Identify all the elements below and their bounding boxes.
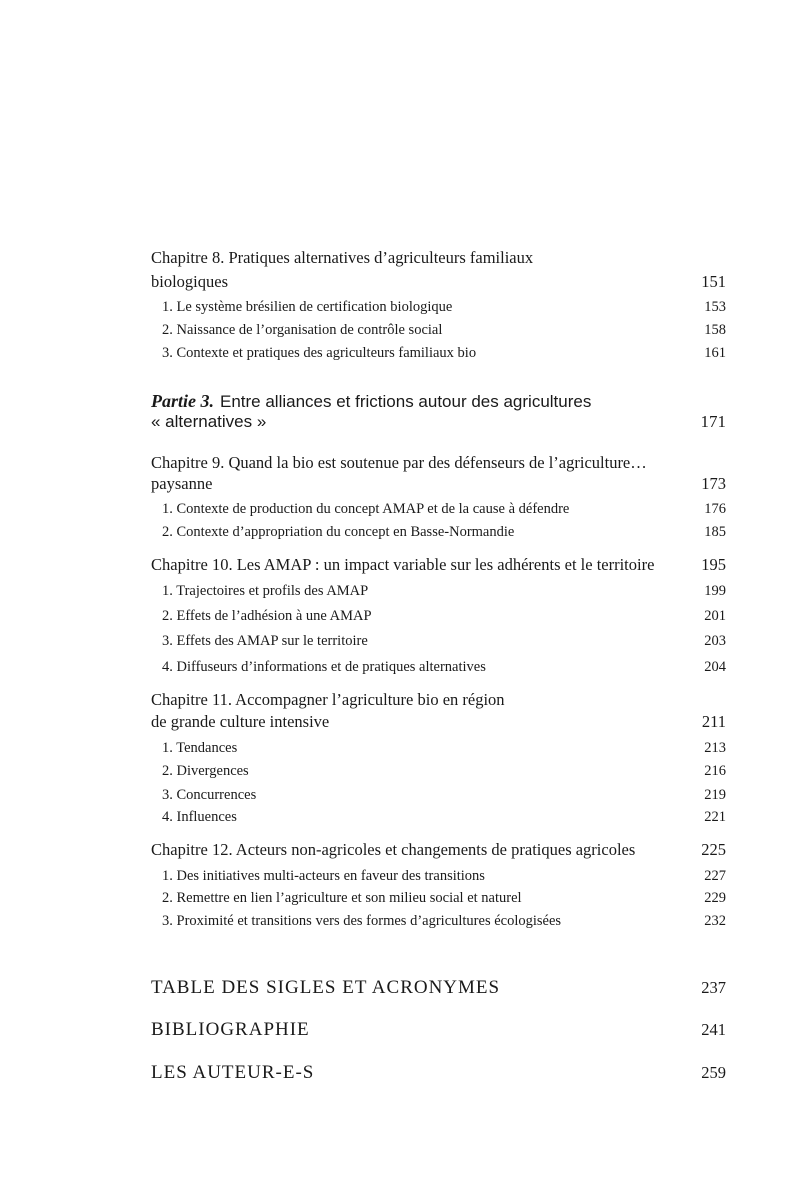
page-number: 151 — [701, 272, 726, 291]
toc-section[interactable] — [151, 656, 726, 678]
section-title: 1. Des initiatives multi-acteurs en faveur des transitions — [162, 868, 485, 884]
section-title: 3. Proximité et transitions vers des formes d’agricultures écologisées — [162, 913, 562, 929]
page-number: 158 — [704, 322, 726, 338]
page-number: 203 — [704, 633, 726, 649]
toc-part-3-title[interactable] — [151, 390, 726, 412]
toc-section[interactable] — [151, 580, 726, 602]
toc-authors[interactable] — [151, 1060, 726, 1086]
section-title: 3. Concurrences — [162, 787, 257, 803]
chapter-title: Chapitre 12. Acteurs non-agricoles et changements de pratiques agricoles — [151, 840, 636, 859]
page-number: 227 — [704, 868, 726, 884]
toc-acronyms[interactable] — [151, 975, 726, 1001]
page-number: 259 — [701, 1063, 726, 1082]
page-number: 213 — [704, 740, 726, 756]
page-number: 153 — [704, 299, 726, 315]
section-title: 2. Contexte d’appropriation du concept en Basse-Normandie — [162, 524, 515, 540]
toc-chapter-8[interactable] — [151, 271, 726, 293]
page-number: 229 — [704, 890, 726, 906]
toc-section[interactable] — [151, 865, 726, 887]
toc-section[interactable] — [151, 605, 726, 627]
toc-section[interactable] — [151, 910, 726, 932]
page-number: 225 — [701, 840, 726, 859]
toc-section[interactable] — [151, 784, 726, 806]
toc-section[interactable] — [151, 498, 726, 520]
toc-chapter-11-title[interactable] — [151, 689, 726, 711]
toc-section[interactable] — [151, 760, 726, 782]
toc-chapter-8-title[interactable] — [151, 247, 726, 269]
toc-section[interactable] — [151, 296, 726, 318]
page-number: 195 — [701, 555, 726, 574]
page-number: 221 — [704, 809, 726, 825]
toc-part-3[interactable] — [151, 411, 726, 433]
section-title: 2. Naissance de l’organisation de contrôle social — [162, 322, 443, 338]
chapter-title: Chapitre 9. Quand la bio est soutenue par des défenseurs de l’agriculture… — [151, 453, 647, 472]
page-number: 204 — [704, 659, 726, 675]
chapter-title: Chapitre 11. Accompagner l’agriculture bio en région — [151, 690, 505, 709]
page-number: 216 — [704, 763, 726, 779]
toc-chapter-9-title[interactable] — [151, 452, 726, 474]
toc-chapter-10[interactable] — [151, 554, 726, 576]
section-title: 4. Influences — [162, 809, 237, 825]
page-number: 241 — [701, 1020, 726, 1039]
chapter-title-cont: biologiques — [151, 272, 228, 291]
toc-chapter-12[interactable] — [151, 839, 726, 861]
chapter-title-cont: de grande culture intensive — [151, 712, 330, 731]
back-matter-title: BIBLIOGRAPHIE — [151, 1019, 310, 1040]
toc-section[interactable] — [151, 342, 726, 364]
toc-section[interactable] — [151, 521, 726, 543]
toc-section[interactable] — [151, 319, 726, 341]
section-title: 4. Diffuseurs d’informations et de pratiques alternatives — [162, 659, 486, 675]
part-title-cont: « alternatives » — [151, 412, 267, 431]
section-title: 2. Divergences — [162, 763, 249, 779]
toc-chapter-11[interactable] — [151, 711, 726, 733]
section-title: 3. Effets des AMAP sur le territoire — [162, 633, 368, 649]
page-number: 219 — [704, 787, 726, 803]
page-number: 171 — [700, 412, 726, 431]
chapter-title: Chapitre 8. Pratiques alternatives d’agriculteurs familiaux — [151, 248, 534, 267]
back-matter-title: LES AUTEUR-E-S — [151, 1062, 315, 1083]
page-number: 232 — [704, 913, 726, 929]
page-number: 201 — [704, 608, 726, 624]
page-number: 185 — [704, 524, 726, 540]
section-title: 3. Contexte et pratiques des agriculteurs familiaux bio — [162, 345, 477, 361]
chapter-title: Chapitre 10. Les AMAP : un impact variable sur les adhérents et le territoire — [151, 555, 655, 574]
page-number: 176 — [704, 501, 726, 517]
section-title: 1. Trajectoires et profils des AMAP — [162, 583, 369, 599]
toc-chapter-9[interactable] — [151, 473, 726, 495]
page-number: 211 — [701, 712, 726, 731]
toc-section[interactable] — [151, 737, 726, 759]
section-title: 1. Le système brésilien de certification biologique — [162, 299, 453, 315]
section-title: 1. Contexte de production du concept AMAP et de la cause à défendre — [162, 501, 570, 517]
chapter-title-cont: paysanne — [151, 474, 213, 493]
back-matter-title: TABLE DES SIGLES ET ACRONYMES — [151, 977, 501, 998]
page-number: 173 — [701, 474, 726, 493]
toc-section[interactable] — [151, 887, 726, 909]
toc-section[interactable] — [151, 630, 726, 652]
toc-section[interactable] — [151, 806, 726, 828]
page-number: 199 — [704, 583, 726, 599]
toc-bibliography[interactable] — [151, 1017, 726, 1043]
page-number: 161 — [704, 345, 726, 361]
page-number: 237 — [701, 978, 726, 997]
section-title: 1. Tendances — [162, 740, 238, 756]
section-title: 2. Effets de l’adhésion à une AMAP — [162, 608, 372, 624]
section-title: 2. Remettre en lien l’agriculture et son milieu social et naturel — [162, 890, 522, 906]
part-label: Partie 3. — [151, 391, 214, 411]
part-title: Entre alliances et frictions autour des agricultures — [220, 392, 592, 411]
